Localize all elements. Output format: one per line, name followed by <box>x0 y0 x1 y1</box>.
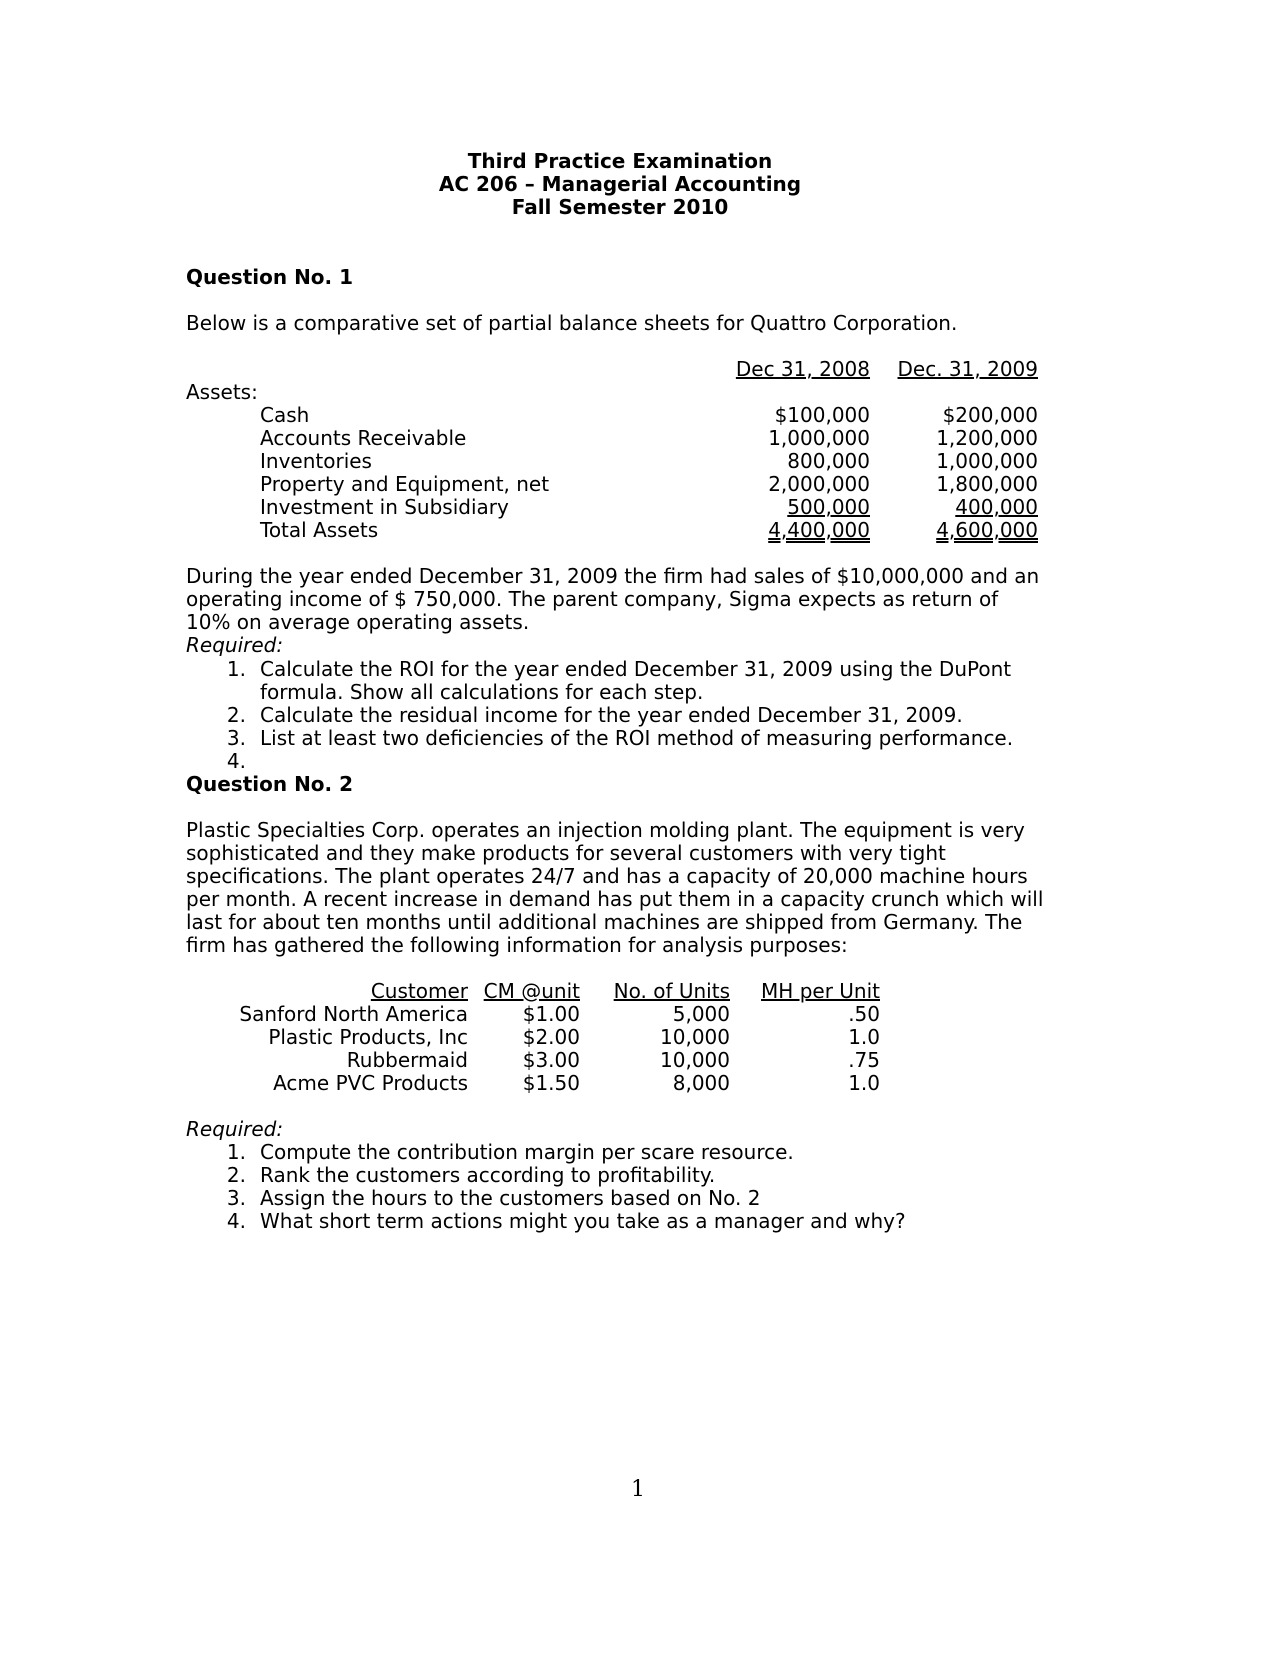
list-item-text: Calculate the residual income for the year ended December 31, 2009. <box>260 703 963 727</box>
q2-heading: Question No. 2 <box>186 772 354 796</box>
balance-value-2008: 2,000,000 <box>768 472 870 496</box>
list-number: 1. <box>226 1140 246 1164</box>
balance-value-2009: 1,000,000 <box>936 449 1038 473</box>
balance-row-label: Property and Equipment, net <box>260 472 550 496</box>
balance-row-label: Investment in Subsidiary <box>260 495 509 519</box>
table-cell-cm: $2.00 <box>522 1025 580 1049</box>
exam-title: Third Practice Examination <box>467 149 773 173</box>
table-cell-mh: 1.0 <box>848 1071 880 1095</box>
balance-value-2009 <box>870 495 1038 519</box>
q2-paragraph-line: Plastic Specialties Corp. operates an injection molding plant. The equipment is very <box>186 818 1025 842</box>
list-item-text: formula. Show all calculations for each step. <box>260 680 704 704</box>
list-item-text: Calculate the ROI for the year ended December 31, 2009 using the DuPont <box>260 657 1012 681</box>
semester-title: Fall Semester 2010 <box>511 195 729 219</box>
course-title: AC 206 – Managerial Accounting <box>438 172 802 196</box>
table-cell-units: 10,000 <box>660 1048 730 1072</box>
q1-paragraph-line: During the year ended December 31, 2009 the firm had sales of $10,000,000 and an <box>186 564 1040 588</box>
list-number: 3. <box>226 1186 246 1210</box>
table-cell-units: 8,000 <box>672 1071 730 1095</box>
table-cell-cm: $3.00 <box>522 1048 580 1072</box>
list-number: 2. <box>226 703 246 727</box>
balance-total-2009 <box>870 518 1038 542</box>
balance-value-2008: 1,000,000 <box>768 426 870 450</box>
balance-total-2008 <box>700 518 870 542</box>
list-number: 4. <box>226 749 246 773</box>
balance-row-label: Accounts Receivable <box>260 426 467 450</box>
list-number: 4. <box>226 1209 246 1233</box>
q2-paragraph-line: specifications. The plant operates 24/7 and has a capacity of 20,000 machine hours <box>186 864 1028 888</box>
q2-paragraph-line: firm has gathered the following information for analysis purposes: <box>186 933 848 957</box>
table-header-units: No. of Units <box>613 979 730 1003</box>
list-number: 2. <box>226 1163 246 1187</box>
q2-paragraph-line: last for about ten months until additional machines are shipped from Germany. The <box>186 910 1023 934</box>
q2-paragraph-line: per month. A recent increase in demand has put them in a capacity crunch which will <box>186 887 1044 911</box>
balance-total-text: 4,600,000 <box>936 518 1038 542</box>
list-item-text: Rank the customers according to profitability. <box>260 1163 716 1187</box>
table-cell-mh: .75 <box>848 1048 880 1072</box>
balance-value-2008: $100,000 <box>774 403 870 427</box>
table-cell-cm: $1.50 <box>522 1071 580 1095</box>
table-cell-customer: Acme PVC Products <box>273 1071 468 1095</box>
q1-required-label: Required: <box>186 633 284 657</box>
balance-col-2008: Dec 31, 2008 <box>735 357 870 381</box>
balance-total-text: 4,400,000 <box>768 518 870 542</box>
balance-col-2009: Dec. 31, 2009 <box>897 357 1038 381</box>
q2-paragraph-line: sophisticated and they make products for several customers with very tight <box>186 841 946 865</box>
list-item-text: Assign the hours to the customers based on No. 2 <box>260 1186 761 1210</box>
table-cell-mh: 1.0 <box>848 1025 880 1049</box>
table-header-mh: MH per Unit <box>761 979 880 1003</box>
balance-total-label: Total Assets <box>260 518 379 542</box>
assets-label: Assets: <box>186 380 258 404</box>
table-cell-units: 10,000 <box>660 1025 730 1049</box>
list-item-text: Compute the contribution margin per scare resource. <box>260 1140 794 1164</box>
balance-value-text: 400,000 <box>955 495 1038 519</box>
q1-paragraph-line: 10% on average operating assets. <box>186 610 530 634</box>
balance-value-text: 500,000 <box>787 495 870 519</box>
list-item-text: What short term actions might you take as a manager and why? <box>260 1209 906 1233</box>
table-cell-units: 5,000 <box>672 1002 730 1026</box>
balance-value-2009: 1,200,000 <box>936 426 1038 450</box>
balance-value-2009: $200,000 <box>942 403 1038 427</box>
table-cell-cm: $1.00 <box>522 1002 580 1026</box>
balance-row-label: Cash <box>260 403 310 427</box>
table-cell-customer: Rubbermaid <box>346 1048 468 1072</box>
q1-paragraph-line: operating income of $ 750,000. The parent company, Sigma expects as return of <box>186 587 999 611</box>
list-number: 1. <box>226 657 246 681</box>
table-header-cm: CM @unit <box>483 979 580 1003</box>
table-cell-customer: Sanford North America <box>239 1002 468 1026</box>
balance-value-2008: 800,000 <box>787 449 870 473</box>
table-cell-customer: Plastic Products, Inc <box>268 1025 468 1049</box>
list-item-text: List at least two deficiencies of the ROI method of measuring performance. <box>260 726 1014 750</box>
balance-row-label: Inventories <box>260 449 372 473</box>
table-header-customer: Customer <box>370 979 468 1003</box>
q1-intro: Below is a comparative set of partial balance sheets for Quattro Corporation. <box>186 311 958 335</box>
balance-value-2008 <box>700 495 870 519</box>
balance-value-2009: 1,800,000 <box>936 472 1038 496</box>
q2-required-label: Required: <box>186 1117 284 1141</box>
page-number: 1 <box>631 1477 645 1502</box>
list-number: 3. <box>226 726 246 750</box>
table-cell-mh: .50 <box>848 1002 880 1026</box>
q1-heading: Question No. 1 <box>186 265 354 289</box>
